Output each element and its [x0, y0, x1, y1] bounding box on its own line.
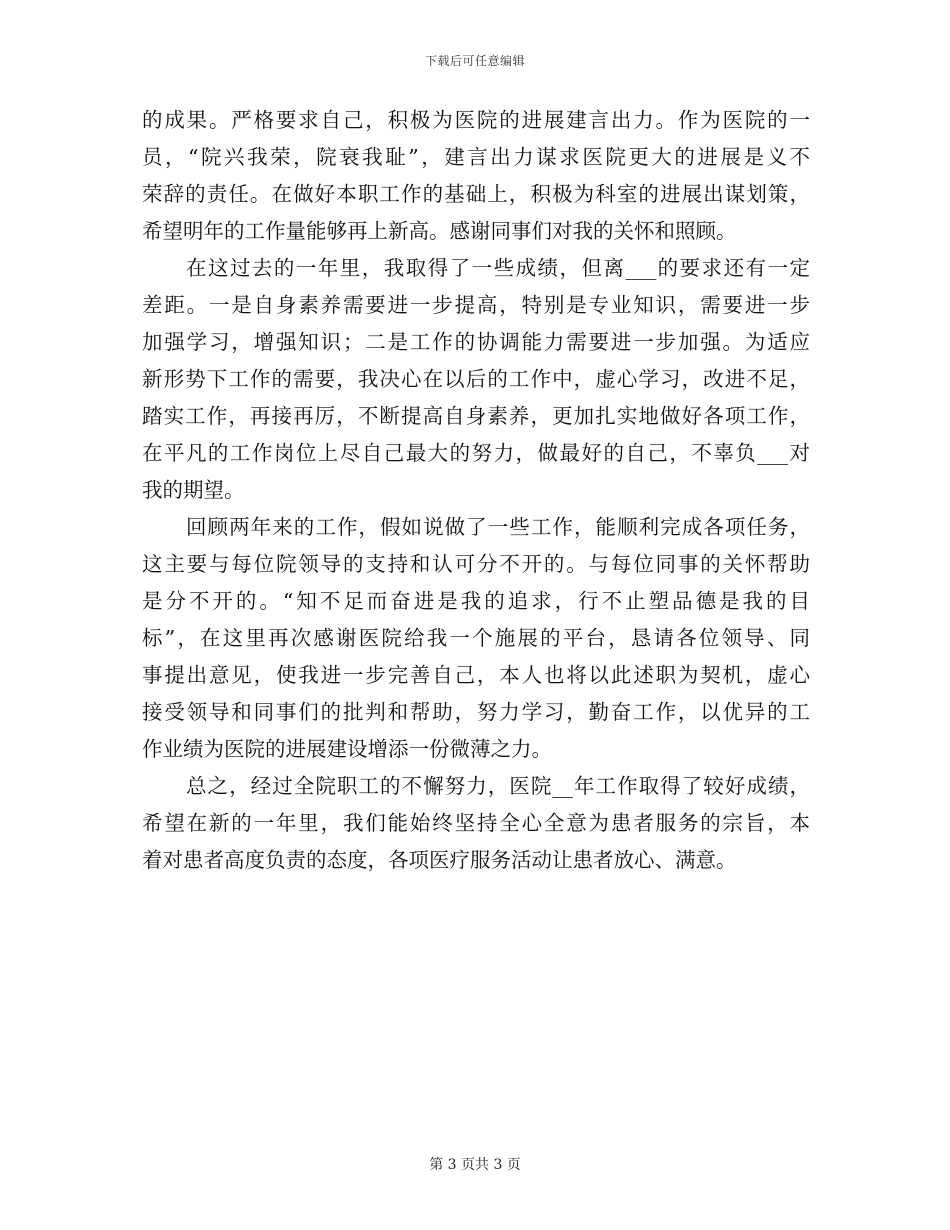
- text-line: 新形势下工作的需要，我决心在以后的工作中，虚心学习，改进不足，: [142, 367, 810, 391]
- document-body: [142, 102, 810, 879]
- text-line: 踏实工作，再接再厉，不断提高自身素养，更加扎实地做好各项工作，: [142, 404, 810, 428]
- text-line: 员，“院兴我荣，院衰我耻”，建言出力谋求医院更大的进展是义不: [142, 145, 810, 169]
- paragraph-1: [142, 102, 810, 250]
- page-header: 下载后可任意编辑: [424, 54, 525, 68]
- text-line: 希望明年的工作量能够再上新高。感谢同事们对我的关怀和照顾。: [142, 219, 737, 243]
- text-line: 加强学习，增强知识；二是工作的协调能力需要进一步加强。为适应: [142, 330, 810, 354]
- text-line: 希望在新的一年里，我们能始终坚持全心全意为患者服务的宗旨，本: [142, 811, 810, 835]
- text-line: 的成果。严格要求自己，积极为医院的进展建言出力。作为医院的一: [142, 108, 810, 132]
- text-line: 事提出意见，使我进一步完善自己，本人也将以此述职为契机，虚心: [142, 663, 810, 687]
- page-number: 第 3 页共 3 页: [429, 1157, 521, 1173]
- text-line: 作业绩为医院的进展建设增添一份微薄之力。: [142, 737, 552, 761]
- text-line: 回顾两年来的工作，假如说做了一些工作，能顺利完成各项任务，: [186, 515, 810, 539]
- text-line: 总之，经过全院职工的不懈努力，医院__年工作取得了较好成绩，: [186, 774, 810, 798]
- text-line: 在平凡的工作岗位上尽自己最大的努力，做最好的自己，不辜负___对: [142, 441, 810, 465]
- text-line: 标”，在这里再次感谢医院给我一个施展的平台，恳请各位领导、同: [142, 626, 810, 650]
- paragraph-3: [142, 509, 810, 768]
- text-line: 在这过去的一年里，我取得了一些成绩，但离___的要求还有一定: [186, 256, 810, 280]
- text-line: 这主要与每位院领导的支持和认可分不开的。与每位同事的关怀帮助: [142, 552, 810, 576]
- text-line: 差距。一是自身素养需要进一步提高，特别是专业知识，需要进一步: [142, 293, 810, 317]
- text-line: 接受领导和同事们的批判和帮助，努力学习，勤奋工作，以优异的工: [142, 700, 810, 724]
- paragraph-4: [142, 768, 810, 879]
- text-line: 我的期望。: [142, 478, 245, 502]
- text-line: 着对患者高度负责的态度，各项医疗服务活动让患者放心、满意。: [142, 848, 737, 872]
- paragraph-2: [142, 250, 810, 509]
- text-line: 是分不开的。“知不足而奋进是我的追求，行不止塑品德是我的目: [142, 589, 810, 613]
- text-line: 荣辞的责任。在做好本职工作的基础上，积极为科室的进展出谋划策，: [142, 182, 810, 206]
